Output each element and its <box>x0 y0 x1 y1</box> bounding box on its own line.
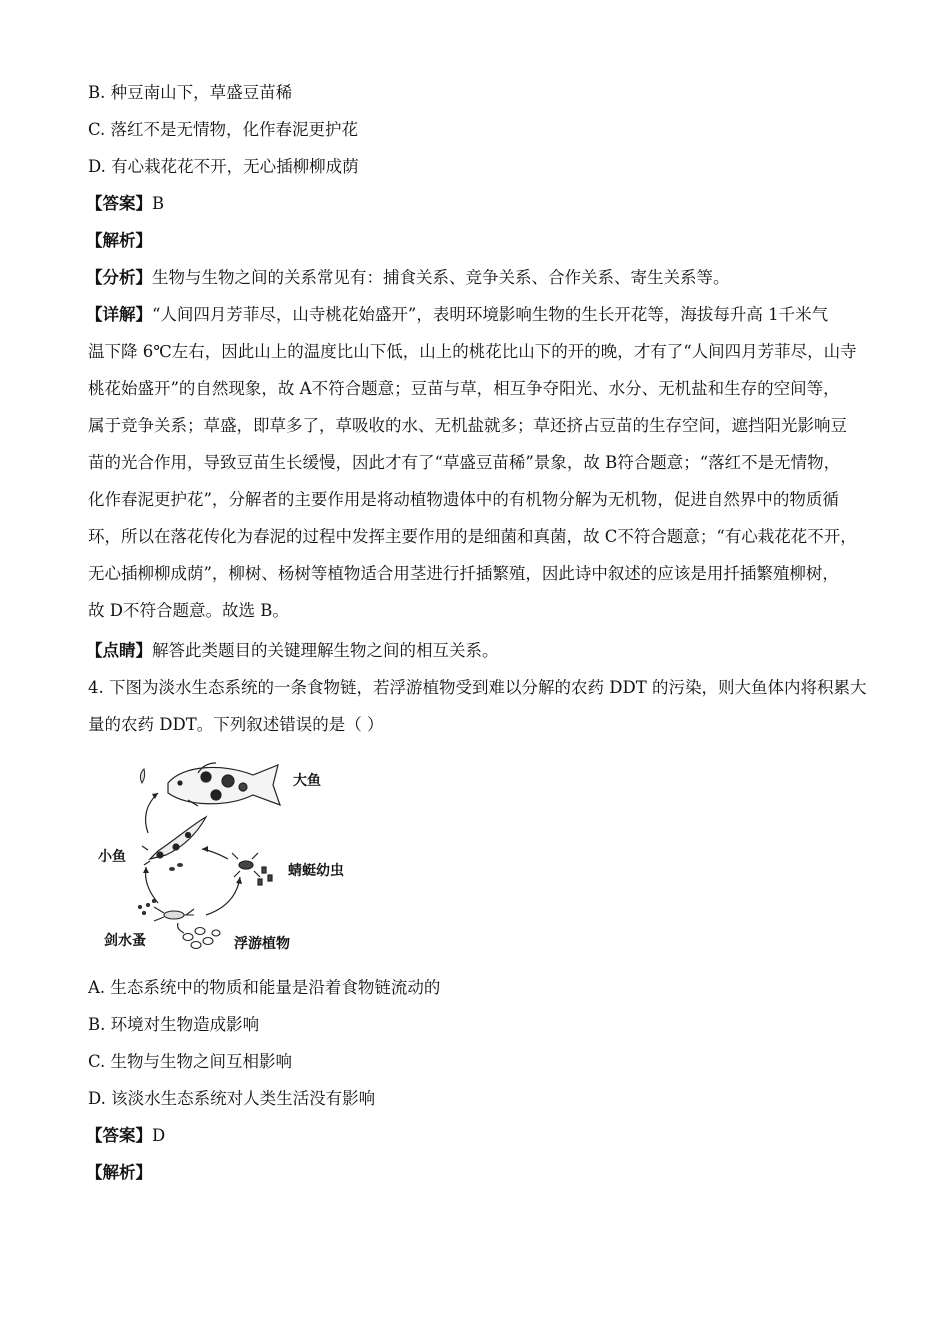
q3-xiangjie-line-1: 温下降 6℃左右，因此山上的温度比山下低，山上的桃花比山下的开的晚，才有了“人间四月芳菲尽，山寺 <box>88 342 857 361</box>
q3-xiangjie-line-3: 属于竞争关系；草盛，即草多了，草吸收的水、无机盐就多；草还挤占豆苗的生存空间，遮挡阳光影响豆 <box>88 416 847 435</box>
q4-stem-line-0: 4. 下图为淡水生态系统的一条食物链，若浮游植物受到难以分解的农药 DDT 的污染，则大鱼体内将积累大 <box>88 678 867 697</box>
q4-answer <box>86 1126 876 1146</box>
arrow-head <box>202 846 208 852</box>
label-plankton: 浮游植物 <box>234 936 290 952</box>
q3-option-c: C. 落红不是无情物，化作春泥更护花 <box>88 120 359 139</box>
q4-option-d: D. 该淡水生态系统对人类生活没有影响 <box>88 1089 376 1108</box>
q3-analysis-title: 【解析】 <box>86 231 152 250</box>
answer-label: 【答案】 <box>86 194 152 213</box>
q3-xiangjie-line-5: 化作春泥更护花”，分解者的主要作用是将动植物遗体中的有机物分解为无机物，促进自然界中的物质循 <box>88 490 839 509</box>
q3-option-d: D. 有心栽花花不开，无心插柳柳成荫 <box>88 157 359 176</box>
answer-value: D <box>152 1126 166 1145</box>
copepod-cluster <box>169 863 183 871</box>
plankton-drawing <box>183 928 220 949</box>
small-fish-drawing <box>142 817 206 865</box>
label-big-fish: 大鱼 <box>293 773 321 789</box>
q3-xiangjie-line-2: 桃花始盛开”的自然现象，故 A不符合题意；豆苗与草，相互争夺阳光、水分、无机盐和生存的空间等， <box>88 379 840 398</box>
leaf-icon <box>140 769 144 783</box>
q3-xiangjie-line-7: 无心插柳柳成荫”，柳树、杨树等植物适合用茎进行扦插繁殖，因此诗中叙述的应该是用扦插繁殖柳树， <box>88 564 839 583</box>
dianjing-label: 【点睛】 <box>86 641 152 660</box>
q3-xiangjie-line-8: 故 D不符合题意。故选 B。 <box>88 601 289 620</box>
xiangjie-label: 【详解】 <box>86 305 152 324</box>
arrow-head <box>143 867 149 873</box>
q3-xiangjie-line-0 <box>86 305 876 325</box>
label-dragonfly-larva: 蜻蜓幼虫 <box>288 863 344 879</box>
q3-xiangjie-line-4: 苗的光合作用，导致豆苗生长缓慢，因此才有了“草盛豆苗稀”景象，故 B符合题意；“落红不是无情物， <box>88 453 841 472</box>
food-chain-figure <box>88 755 388 960</box>
fenxi-label: 【分析】 <box>86 268 152 287</box>
q3-dianjing <box>86 641 876 661</box>
dianjing-text: 解答此类题目的关键理解生物之间的相互关系。 <box>152 641 499 660</box>
answer-value: B <box>152 194 165 213</box>
xiangjie-text: “人间四月芳菲尽，山寺桃花始盛开”，表明环境影响生物的生长开花等，海拔每升高 1千米气 <box>152 305 829 324</box>
arrow-head <box>236 877 242 884</box>
q3-option-b: B. 种豆南山下，草盛豆苗稀 <box>88 83 293 102</box>
arrow-smallfish-to-bigfish <box>146 793 158 833</box>
q3-answer <box>86 194 876 214</box>
big-fish-drawing <box>168 763 280 806</box>
q4-option-c: C. 生物与生物之间互相影响 <box>88 1052 293 1071</box>
copepod-drawing <box>139 900 195 922</box>
arrow-plankton-to-copepod <box>178 923 184 933</box>
q4-option-a: A. 生态系统中的物质和能量是沿着食物链流动的 <box>88 978 441 997</box>
label-copepod: 剑水蚤 <box>104 933 146 949</box>
q4-option-b: B. 环境对生物造成影响 <box>88 1015 260 1034</box>
label-small-fish: 小鱼 <box>98 849 126 865</box>
q3-xiangjie-line-6: 环，所以在落花传化为春泥的过程中发挥主要作用的是细菌和真菌，故 C不符合题意；“有心栽花花不开， <box>88 527 857 546</box>
fenxi-text: 生物与生物之间的关系常见有：捕食关系、竞争关系、合作关系、寄生关系等。 <box>152 268 730 287</box>
q3-fenxi <box>86 268 876 288</box>
q4-stem-line-1: 量的农药 DDT。下列叙述错误的是（ ） <box>88 715 384 734</box>
q4-analysis-title: 【解析】 <box>86 1163 152 1182</box>
answer-label: 【答案】 <box>86 1126 152 1145</box>
arrow-plankton-to-dragonfly <box>206 877 240 915</box>
